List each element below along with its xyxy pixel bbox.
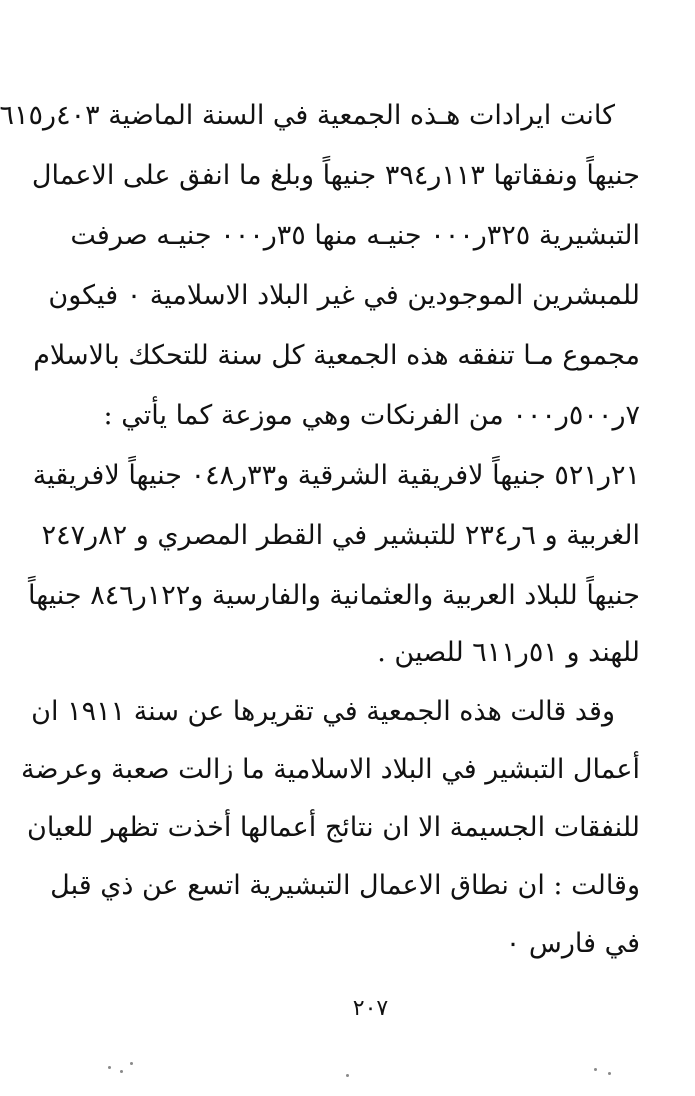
- paragraph-1-line-5: مجموع مـا تنفقه هذه الجمعية كل سنة للتحكك بالاسلام: [33, 340, 640, 371]
- paragraph-1-line-1: كانت ايرادات هـذه الجمعية في السنة الماضية ٤٠٣ر٦١٥: [0, 100, 615, 131]
- scan-speck: [120, 1070, 123, 1073]
- paragraph-2-line-3: جنيهاً للبلاد العربية والعثمانية والفارسية و١٢٢ر٨٤٦ جنيهاً: [27, 580, 640, 611]
- paragraph-3-line-4: وقالت : ان نطاق الاعمال التبشيرية اتسع عن ذي قبل: [50, 870, 640, 901]
- paragraph-3-line-2: أعمال التبشير في البلاد الاسلامية ما زالت صعبة وعرضة: [20, 754, 640, 785]
- paragraph-1-line-3: التبشيرية ٣٢٥ر٠٠٠ جنيـه منها ٣٥ر٠٠٠ جنيـه صرفت: [70, 220, 640, 251]
- paragraph-1-line-4: للمبشرين الموجودين في غير البلاد الاسلامية ٠ فيكون: [48, 280, 640, 311]
- paragraph-1-line-6: ٧ر٥٠٠ر٠٠٠ من الفرنكات وهي موزعة كما يأتي :: [103, 400, 640, 431]
- paragraph-2-line-2: الغربية و ٦ر٢٣٤ للتبشير في القطر المصري و ٨٢ر٢٤٧: [41, 520, 640, 551]
- scan-speck: [594, 1068, 597, 1071]
- paragraph-3-line-3: للنفقات الجسيمة الا ان نتائج أعمالها أخذت تظهر للعيان: [27, 812, 640, 843]
- paragraph-1-line-2: جنيهاً ونفقاتها ١١٣ر٣٩٤ جنيهاً وبلغ ما انفق على الاعمال: [31, 160, 640, 191]
- scan-speck: [130, 1062, 133, 1065]
- paragraph-2-line-4: للهند و ٥١ر٦١١ للصين .: [377, 637, 640, 668]
- scan-speck: [346, 1074, 349, 1077]
- scan-speck: [608, 1072, 611, 1075]
- paragraph-2-line-1: ٢١ر٥٢١ جنيهاً لافريقية الشرقية و٣٣ر٠٤٨ جنيهاً لافريقية: [32, 460, 640, 491]
- paragraph-3-line-1: وقد قالت هذه الجمعية في تقريرها عن سنة ١٩١١ ان: [31, 696, 615, 727]
- scan-speck: [108, 1066, 111, 1069]
- paragraph-3-line-5: في فارس ٠: [505, 928, 640, 959]
- page-number: ٢٠٧: [352, 996, 389, 1021]
